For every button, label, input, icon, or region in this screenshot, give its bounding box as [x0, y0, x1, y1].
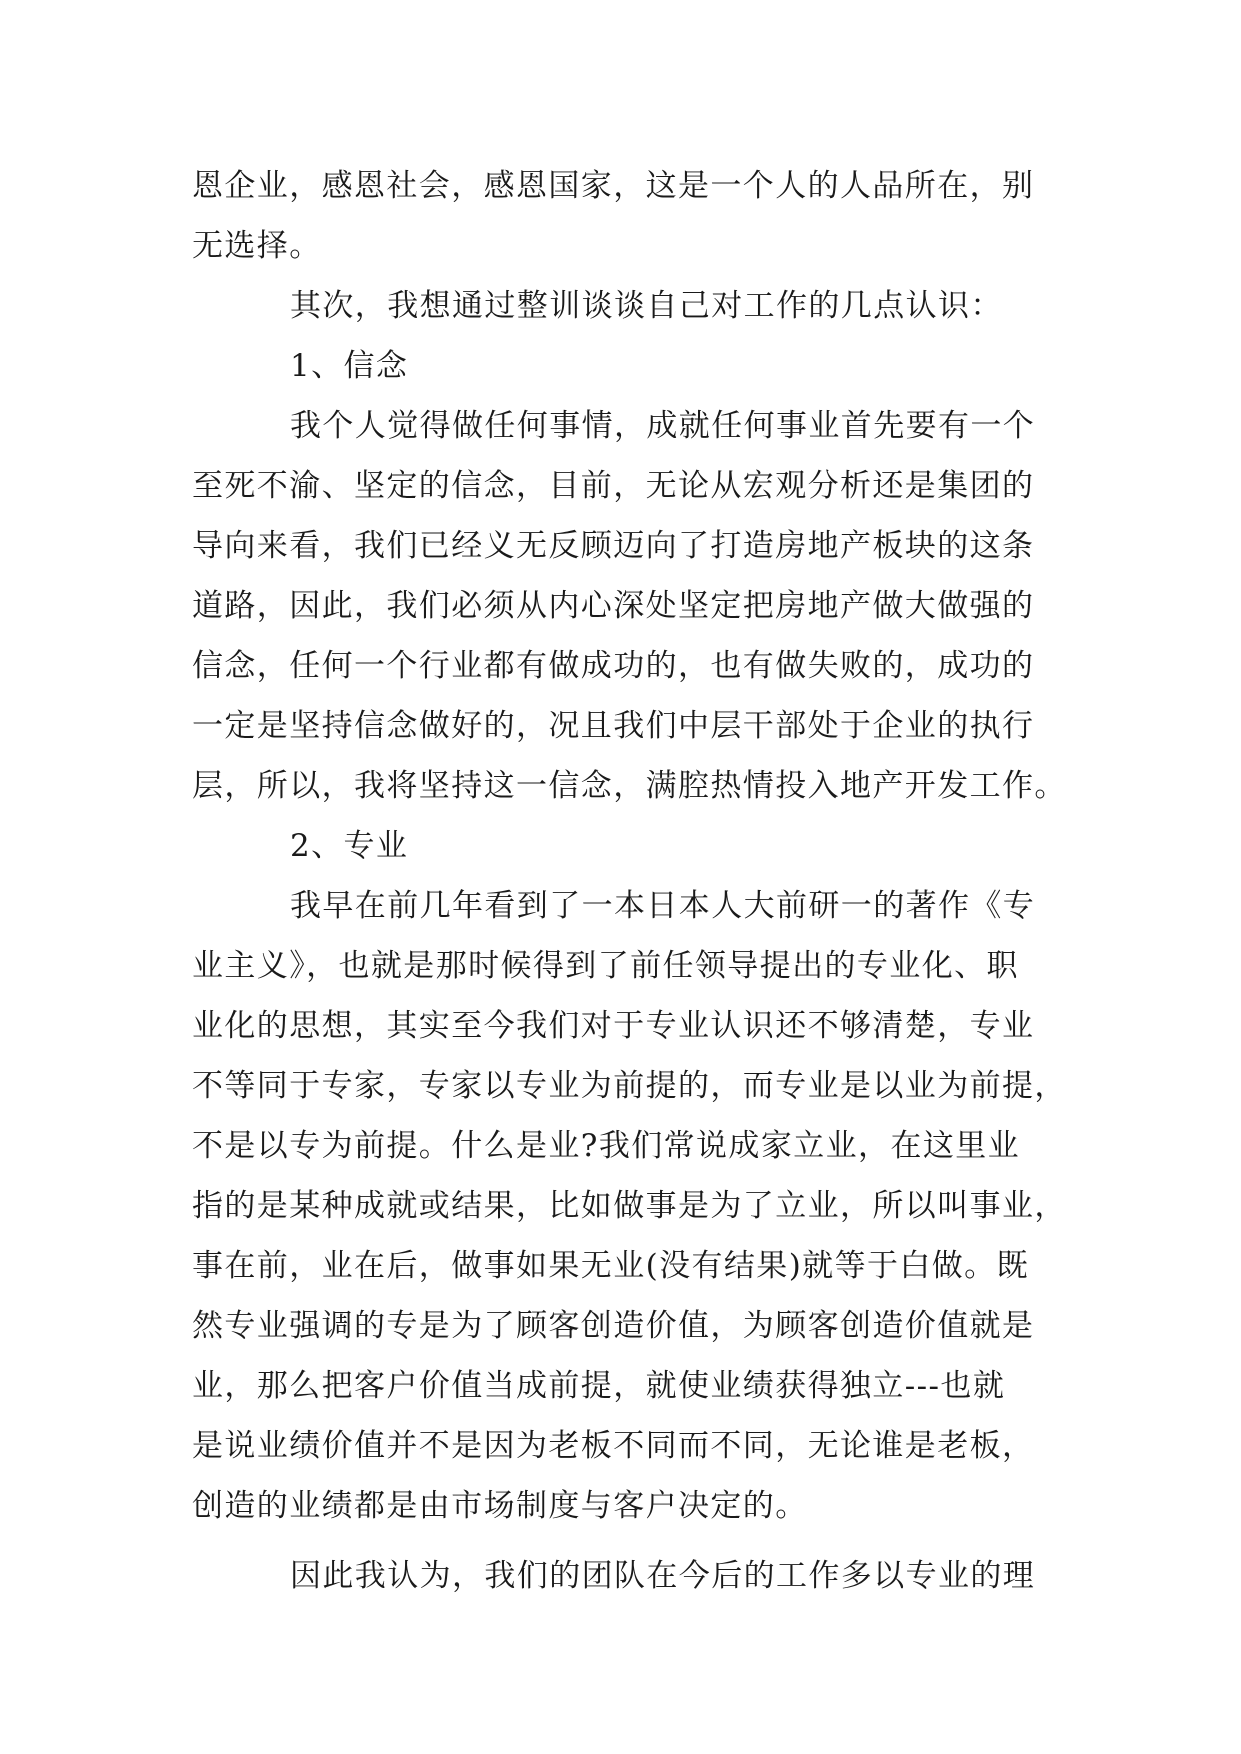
text-line: 至死不渝、坚定的信念，目前，无论从宏观分析还是集团的 — [192, 468, 1035, 504]
text-line: 然专业强调的专是为了顾客创造价值，为顾客创造价值就是 — [192, 1308, 1035, 1344]
text-line: 我个人觉得做任何事情，成就任何事业首先要有一个 — [290, 408, 1036, 444]
text-line: 不等同于专家，专家以专业为前提的，而专业是以业为前提， — [192, 1068, 1067, 1104]
text-line: 事在前，业在后，做事如果无业(没有结果)就等于白做。既 — [192, 1248, 1029, 1284]
text-line: 业主义》，也就是那时候得到了前任领导提出的专业化、职 — [192, 948, 1019, 984]
text-line: 业，那么把客户价值当成前提，就使业绩获得独立---也就 — [192, 1368, 1006, 1404]
document-body — [192, 156, 1072, 1606]
text-line: 信念，任何一个行业都有做成功的，也有做失败的，成功的 — [192, 648, 1035, 684]
text-line: 是说业绩价值并不是因为老板不同而不同，无论谁是老板， — [192, 1428, 1035, 1464]
section-heading: 1、信念 — [290, 348, 409, 384]
text-line: 导向来看，我们已经义无反顾迈向了打造房地产板块的这条 — [192, 528, 1035, 564]
text-line: 无选择。 — [192, 228, 322, 264]
text-line: 指的是某种成就或结果，比如做事是为了立业，所以叫事业， — [192, 1188, 1067, 1224]
text-line: 其次，我想通过整训谈谈自己对工作的几点认识： — [290, 288, 1003, 324]
text-line: 创造的业绩都是由市场制度与客户决定的。 — [192, 1488, 808, 1524]
text-line: 道路，因此，我们必须从内心深处坚定把房地产做大做强的 — [192, 588, 1035, 624]
text-line: 因此我认为，我们的团队在今后的工作多以专业的理 — [290, 1558, 1036, 1594]
text-line: 一定是坚持信念做好的，况且我们中层干部处于企业的执行 — [192, 708, 1035, 744]
text-line: 不是以专为前提。什么是业?我们常说成家立业，在这里业 — [192, 1128, 1021, 1164]
text-line: 恩企业，感恩社会，感恩国家，这是一个人的人品所在，别 — [192, 168, 1035, 204]
text-line: 层，所以，我将坚持这一信念，满腔热情投入地产开发工作。 — [192, 768, 1067, 804]
section-heading: 2、专业 — [290, 828, 409, 864]
text-line: 业化的思想，其实至今我们对于专业认识还不够清楚，专业 — [192, 1008, 1035, 1044]
text-line: 我早在前几年看到了一本日本人大前研一的著作《专 — [290, 888, 1036, 924]
